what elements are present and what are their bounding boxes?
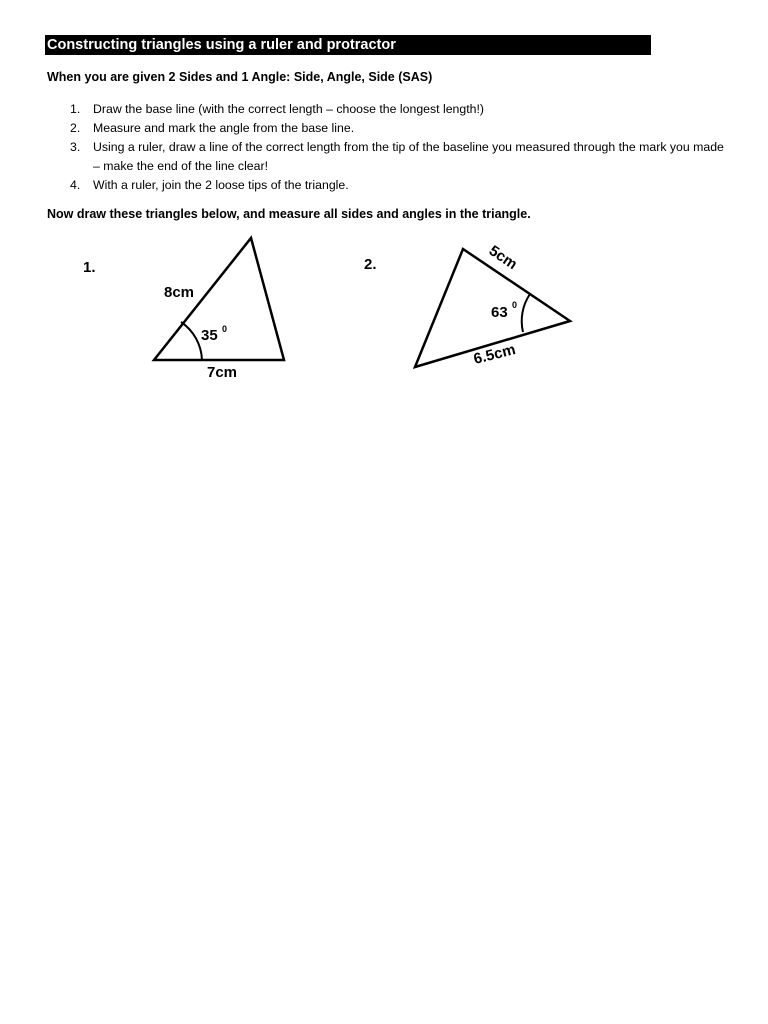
- triangle-1-base-label: 7cm: [207, 364, 238, 381]
- step-number: 1.: [70, 102, 81, 116]
- step-text: With a ruler, join the 2 loose tips of the triangle.: [93, 178, 349, 192]
- triangle-2: [364, 242, 570, 368]
- triangle-1-angle-arc: [181, 322, 202, 360]
- step-number: 3.: [70, 140, 81, 154]
- triangle-2-side-label: 5cm: [485, 242, 521, 274]
- step-text: Measure and mark the angle from the base line.: [93, 121, 355, 135]
- triangle-figures: [0, 0, 768, 420]
- triangle-2-angle-arc: [522, 294, 530, 332]
- worksheet-title: Constructing triangles using a ruler and protractor: [45, 35, 651, 55]
- triangle-1-side-label: 8cm: [164, 284, 195, 301]
- triangle-1-number: 1.: [83, 259, 96, 276]
- step-number: 2.: [70, 121, 81, 135]
- triangle-1: [83, 238, 284, 381]
- sas-subtitle: When you are given 2 Sides and 1 Angle: Side, Angle, Side (SAS): [47, 70, 433, 84]
- triangle-1-angle-label: 35: [201, 327, 218, 344]
- triangle-2-number: 2.: [364, 256, 377, 273]
- triangle-2-angle-degree: 0: [512, 300, 518, 310]
- step-number: 4.: [70, 178, 81, 192]
- triangle-1-angle-degree: 0: [222, 324, 228, 334]
- triangle-2-base-label: 6.5cm: [471, 341, 518, 368]
- instruction-text: Now draw these triangles below, and measure all sides and angles in the triangle.: [47, 207, 531, 221]
- triangle-2-angle-label: 63: [491, 304, 508, 321]
- step-text: Draw the base line (with the correct length – choose the longest length!): [93, 102, 484, 116]
- step-text: Using a ruler, draw a line of the correct length from the tip of the baseline you measured through the mark you made – make the end of the line clear!: [93, 140, 724, 173]
